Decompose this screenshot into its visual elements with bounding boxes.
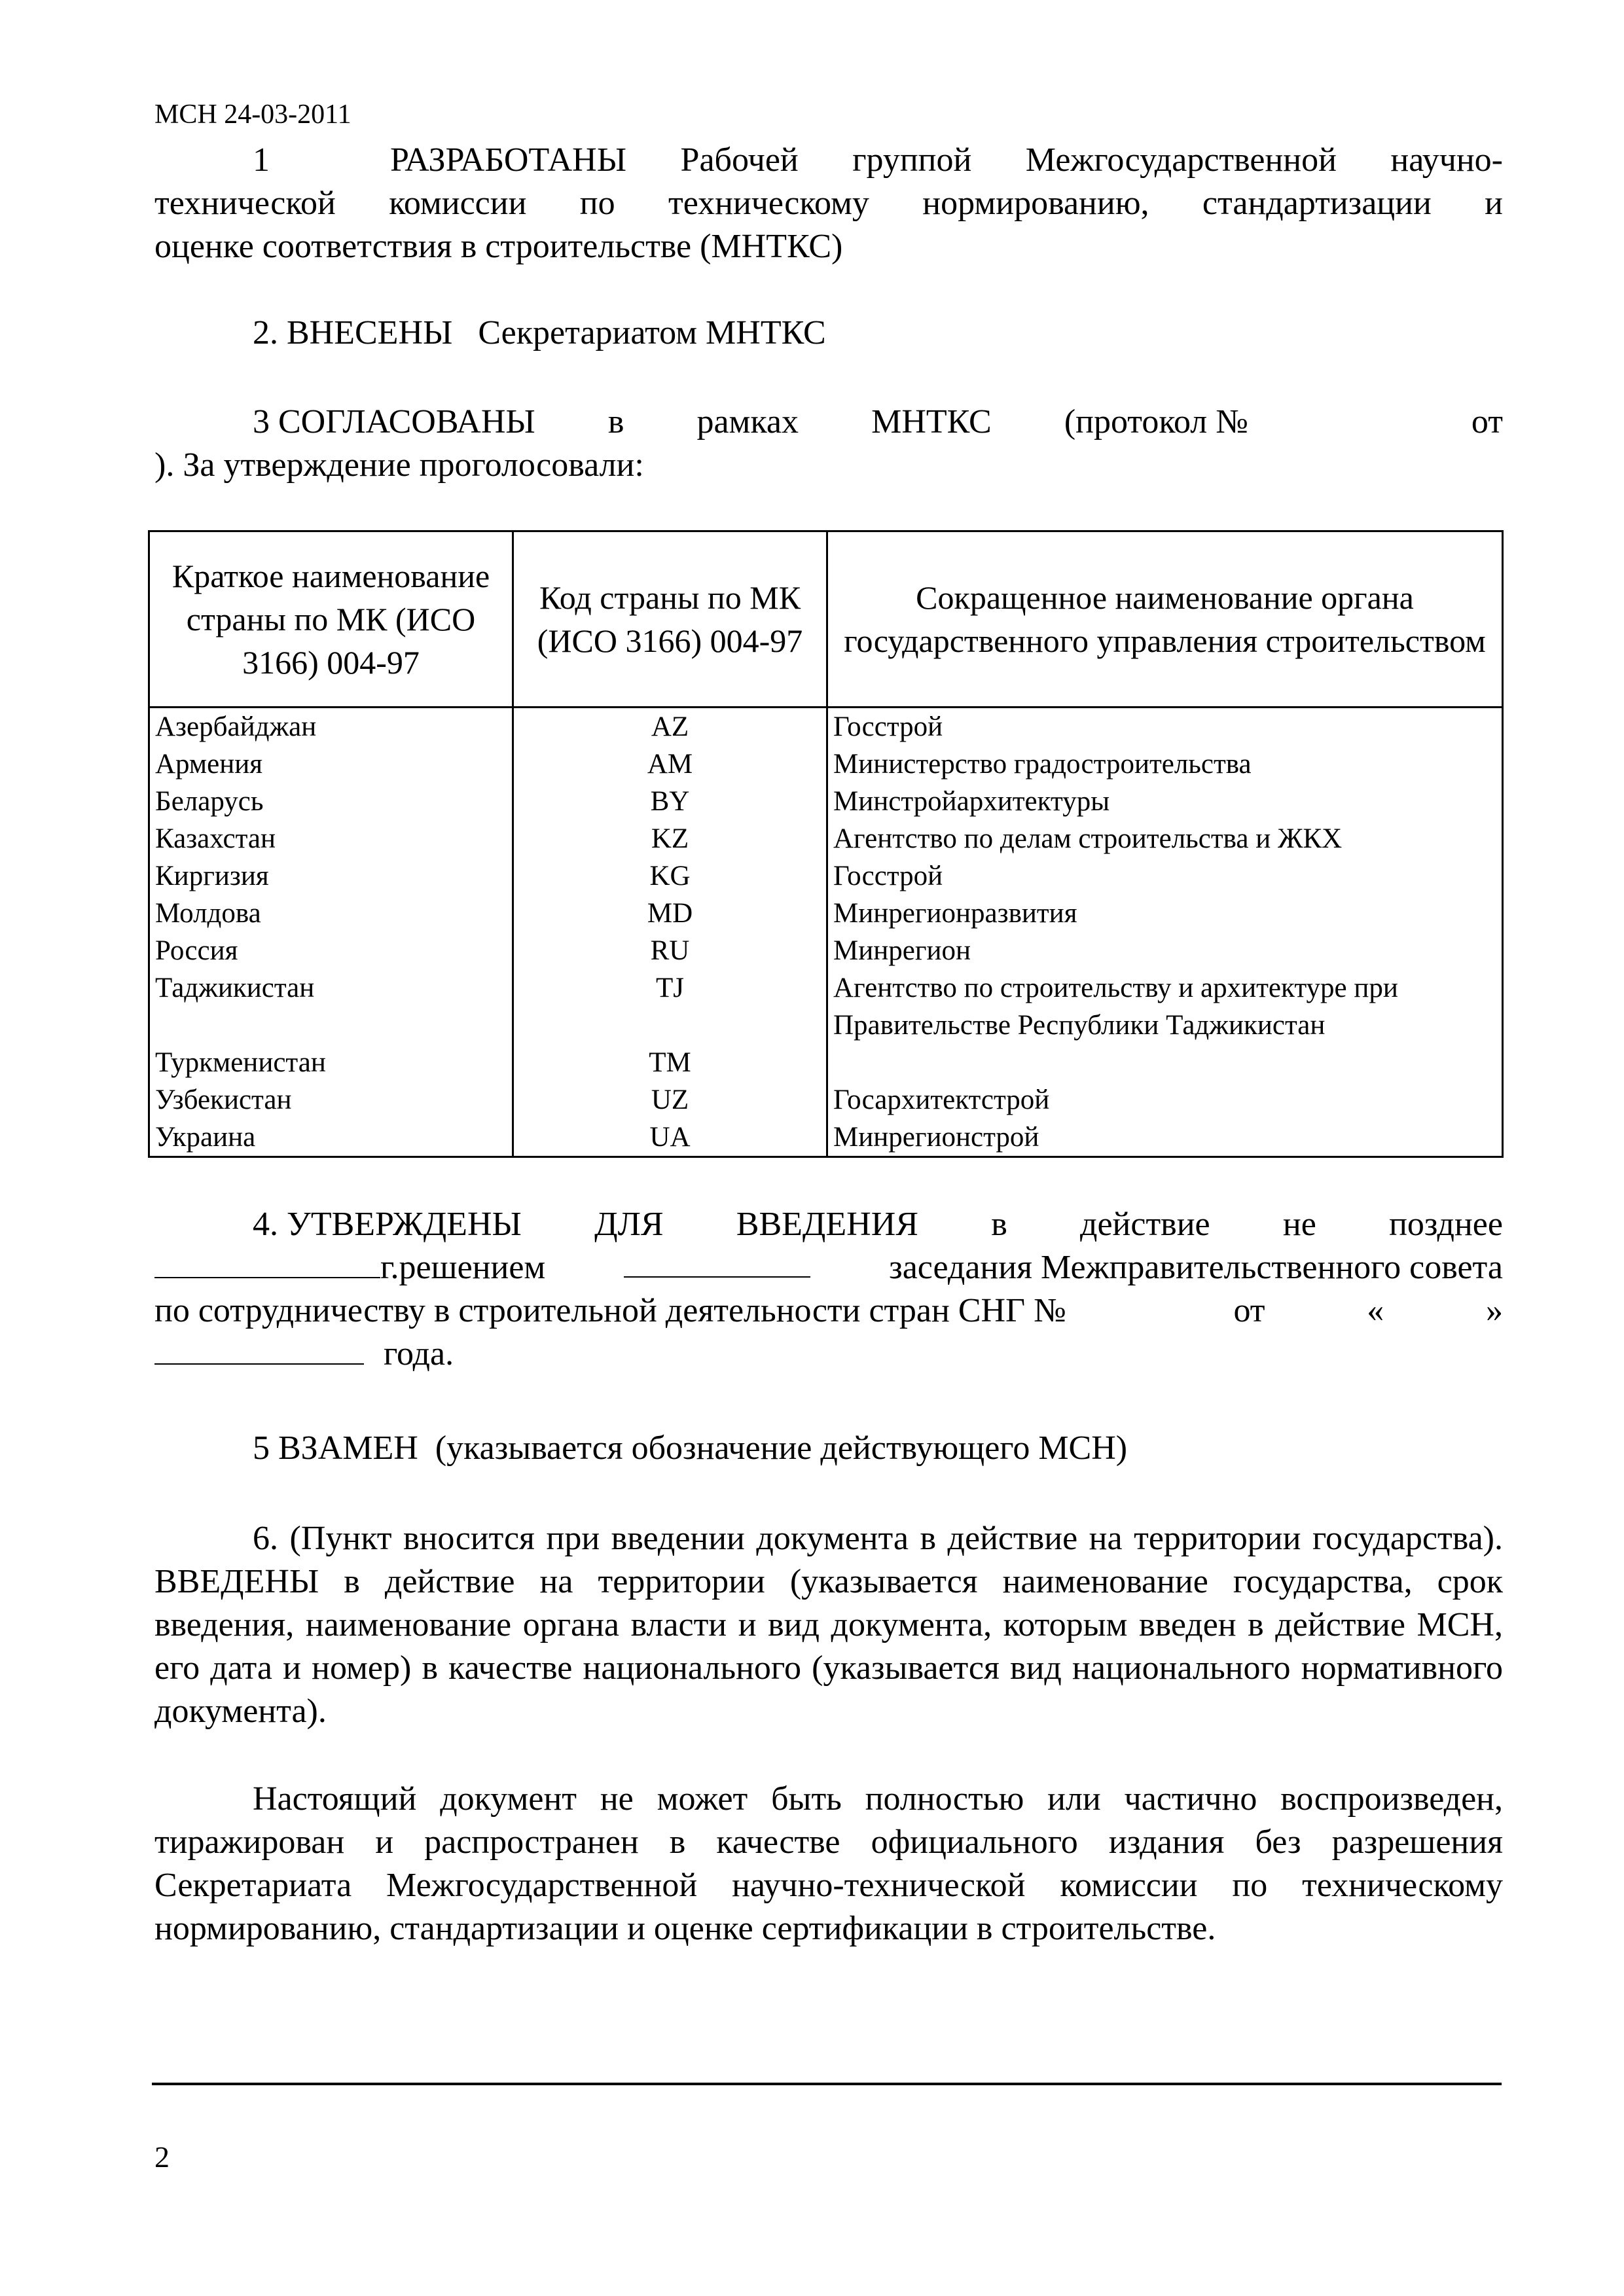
section-4-approved xyxy=(154,1203,1503,1376)
cell-organization: Минрегионстрой xyxy=(827,1119,1503,1157)
cell-code xyxy=(513,1007,827,1044)
cell-code: AZ xyxy=(513,708,827,746)
section-4-line-4: года. xyxy=(154,1333,1503,1376)
cell-organization: Госархитектстрой xyxy=(827,1081,1503,1119)
cell-country: Молдова xyxy=(149,895,513,932)
footer-rule xyxy=(152,2083,1502,2085)
blank-date-line xyxy=(154,1247,380,1278)
cell-organization: Министерство градостроительства xyxy=(827,745,1503,783)
table-row xyxy=(149,1119,1503,1157)
cell-country: Киргизия xyxy=(149,857,513,895)
table-row xyxy=(149,857,1503,895)
section-5-replaces: 5 ВЗАМЕН (указывается обозначение действующего МСН) xyxy=(253,1429,1128,1467)
section-2-introduced-by: 2. ВНЕСЕНЫ Секретариатом МНТКС xyxy=(253,314,826,351)
table-header-row xyxy=(149,531,1503,708)
table-row xyxy=(149,820,1503,857)
table-body xyxy=(149,708,1503,1157)
section-4-line-3: по сотрудничеству в строительной деятельности стран СНГ № от « » xyxy=(154,1292,1503,1329)
cell-organization: Агентство по строительству и архитектуре при xyxy=(827,969,1503,1007)
cell-country: Армения xyxy=(149,745,513,783)
document-code-header: МСН 24-03-2011 xyxy=(154,99,352,130)
blank-year-line xyxy=(154,1333,364,1365)
voting-countries-table xyxy=(148,530,1504,1158)
table-row xyxy=(149,708,1503,746)
cell-country: Туркменистан xyxy=(149,1044,513,1081)
table-row xyxy=(149,895,1503,932)
column-header-code: Код страны по МК (ИСО 3166) 004-97 xyxy=(513,531,827,708)
section-3-line-1: 3 СОГЛАСОВАНЫ в рамках МНТКС (протокол № от xyxy=(253,403,1503,440)
cell-organization: Госстрой xyxy=(827,708,1503,746)
cell-code: KZ xyxy=(513,820,827,857)
cell-country: Узбекистан xyxy=(149,1081,513,1119)
blank-meeting-line xyxy=(624,1246,810,1278)
section-6-introduced: 6. (Пункт вносится при введении документа в действие на территории государства). ВВЕДЕНЫ в действие на территории (указывается наименование государства, срок введения, наименование органа власти и вид документа, которым введен в действие МСН, его дата и номер) в качестве национального (указывается вид национального нормативного документа). xyxy=(154,1520,1503,1730)
cell-organization: Правительстве Республики Таджикистан xyxy=(827,1007,1503,1044)
section-1-line-1: 1 РАЗРАБОТАНЫ Рабочей группой Межгосударственной научно- xyxy=(154,139,1503,182)
cell-code: UZ xyxy=(513,1081,827,1119)
cell-country: Таджикистан xyxy=(149,969,513,1007)
cell-country xyxy=(149,1007,513,1044)
cell-code: AM xyxy=(513,745,827,783)
cell-country: Беларусь xyxy=(149,783,513,820)
cell-code: RU xyxy=(513,932,827,969)
table-row xyxy=(149,969,1503,1007)
table-row xyxy=(149,745,1503,783)
table-row xyxy=(149,1044,1503,1081)
cell-code: MD xyxy=(513,895,827,932)
table-row xyxy=(149,783,1503,820)
cell-code: KG xyxy=(513,857,827,895)
column-header-organization: Сокращенное наименование органа государственного управления строительством xyxy=(827,531,1503,708)
cell-organization: Минстройархитектуры xyxy=(827,783,1503,820)
page-number: 2 xyxy=(154,2140,170,2174)
cell-country: Россия xyxy=(149,932,513,969)
cell-code: UA xyxy=(513,1119,827,1157)
cell-code: TM xyxy=(513,1044,827,1081)
cell-country: Казахстан xyxy=(149,820,513,857)
cell-organization: Госстрой xyxy=(827,857,1503,895)
cell-country: Украина xyxy=(149,1119,513,1157)
cell-code: BY xyxy=(513,783,827,820)
section-4-line-2: г.решением заседания Межправительственного совета xyxy=(154,1246,1503,1289)
section-4-line-1: 4. УТВЕРЖДЕНЫ ДЛЯ ВВЕДЕНИЯ в действие не позднее xyxy=(253,1206,1503,1243)
table-row xyxy=(149,1007,1503,1044)
section-1-line-2: технической комиссии по техническому нормированию, стандартизации и xyxy=(154,185,1503,222)
cell-organization xyxy=(827,1044,1503,1081)
table-row xyxy=(149,1081,1503,1119)
section-1-developed-by xyxy=(154,139,1503,268)
cell-organization: Минрегионразвития xyxy=(827,895,1503,932)
section-3-agreed xyxy=(154,401,1503,487)
column-header-country: Краткое наименование страны по МК (ИСО 3166) 004-97 xyxy=(149,531,513,708)
cell-organization: Минрегион xyxy=(827,932,1503,969)
cell-country: Азербайджан xyxy=(149,708,513,746)
section-3-line-2: ). За утверждение проголосовали: xyxy=(154,446,644,484)
reproduction-notice: Настоящий документ не может быть полностью или частично воспроизведен, тиражирован и распространен в качестве официального издания без разрешения Секретариата Межгосударственной научно-технической комиссии по техническому нормированию, стандартизации и оценке сертификации в строительстве. xyxy=(154,1780,1503,1947)
section-1-line-3: оценке соответствия в строительстве (МНТКС) xyxy=(154,228,843,265)
section-1-number: 1 xyxy=(253,141,270,179)
cell-code: TJ xyxy=(513,969,827,1007)
table-row xyxy=(149,932,1503,969)
cell-organization: Агентство по делам строительства и ЖКХ xyxy=(827,820,1503,857)
